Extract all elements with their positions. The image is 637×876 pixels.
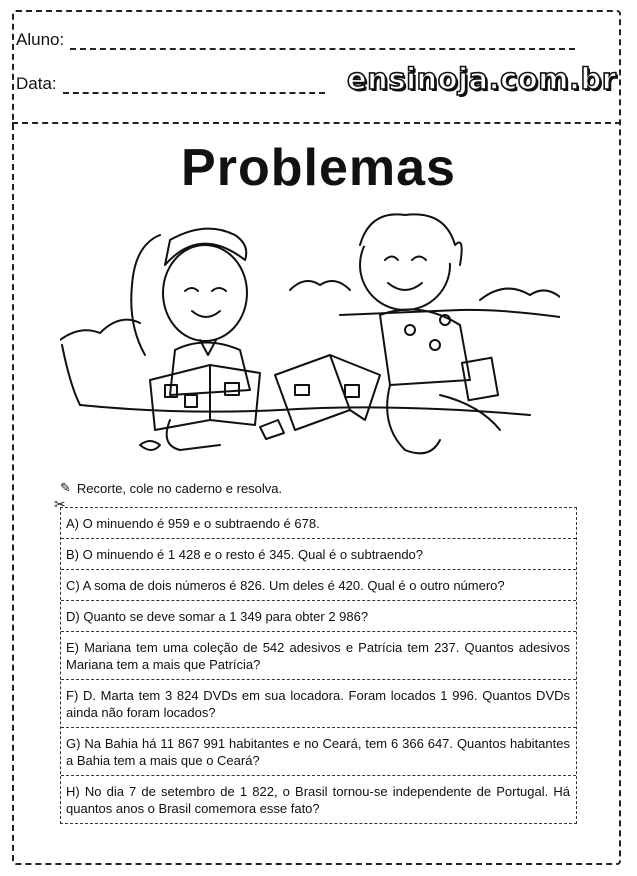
problem-item: C) A soma de dois números é 826. Um deles é 420. Qual é o outro número? xyxy=(61,570,576,601)
problem-item: H) No dia 7 de setembro de 1 822, o Brasil tornou-se independente de Portugal. Há quantos anos o Brasil comemora esse fato? xyxy=(66,784,570,816)
student-label: Aluno: xyxy=(16,30,65,49)
problem-item: G) Na Bahia há 11 867 991 habitantes e no Ceará, tem 6 366 647. Quantos habitantes a Bahia tem a mais que o Ceará? xyxy=(61,728,576,776)
children-reading-books-illustration xyxy=(60,205,560,475)
page-title: Problemas xyxy=(181,139,456,197)
brand-logo: ensinoja.com.br xyxy=(347,62,617,96)
date-label: Data: xyxy=(16,74,57,93)
date-field[interactable] xyxy=(16,74,325,94)
scissors-icon: ✂ xyxy=(54,496,66,512)
problem-list xyxy=(60,507,577,824)
instruction-text: Recorte, cole no caderno e resolva. xyxy=(76,480,283,496)
pencil-icon: ✎ xyxy=(60,480,71,495)
student-name-line[interactable] xyxy=(70,36,575,50)
problem-item: E) Mariana tem uma coleção de 542 adesivos e Patrícia tem 237. Quantos adesivos Mariana tem a mais que Patrícia? xyxy=(61,632,576,680)
problem-item: D) Quanto se deve somar a 1 349 para obter 2 986? xyxy=(61,601,576,632)
problem-item: F) D. Marta tem 3 824 DVDs em sua locadora. Foram locados 1 996. Quantos DVDs ainda não foram locados? xyxy=(61,680,576,728)
problem-item: A) O minuendo é 959 e o subtraendo é 678. xyxy=(61,508,576,539)
instruction xyxy=(60,480,282,496)
problem-item: B) O minuendo é 1 428 e o resto é 345. Qual é o subtraendo? xyxy=(61,539,576,570)
student-name-field[interactable] xyxy=(16,30,575,50)
date-line[interactable] xyxy=(63,80,325,94)
